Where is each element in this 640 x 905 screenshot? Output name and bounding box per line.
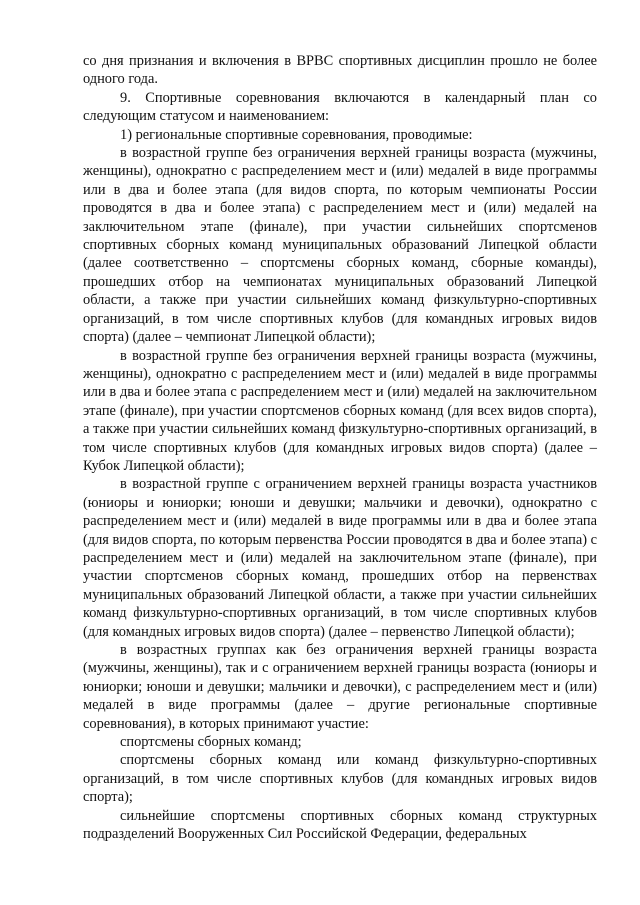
- paragraph-championship: в возрастной группе без ограничения верхней границы возраста (мужчины, женщины), однократно с распределением мест и (или) медалей в виде программы или в два и более этапа (для видов спорта, по которым чемпионаты России проводятся в два и более этапа) с распределением мест и (или) медалей на заключительном этапе (финале), при участии сильнейших спортсменов спортивных сборных команд муниципальных образований Липецкой области (далее соответственно – спортсмены сборных команд, сборные команды), прошедших отбор на чемпионатах муниципальных образований Липецкой области, а также при участии сильнейших команд физкультурно-спортивных организаций, в том числе спортивных клубов (для командных игровых видов спорта) (далее – чемпионат Липецкой области);: [83, 145, 597, 346]
- paragraph-participants-1: спортсмены сборных команд;: [120, 734, 302, 751]
- paragraph-youth-championship: в возрастной группе с ограничением верхней границы возраста участников (юниоры и юниорки; юноши и девушки; мальчики и девочки), однократно с распределением мест и (или) медалей в виде программы или в два и более этапа (для видов спорта, по которым первенства России проводятся в два и более этапа) с распределением мест и (или) медалей на заключительном этапе (финале), при участии спортсменов сборных команд, прошедших отбор на первенствах муниципальных образований Липецкой области, а также при участии сильнейших команд физкультурно-спортивных организаций, в том числе спортивных клубов (для командных игровых видов спорта) (далее – первенство Липецкой области);: [83, 476, 597, 640]
- paragraph-other-competitions: в возрастных группах как без ограничения верхней границы возраста (мужчины, женщины), так и с ограничением верхней границы возраста (юниоры и юниорки; юноши и девушки; мальчики и девочки), с распределением мест и (или) медалей в виде программы (далее – другие региональные спортивные соревнования), в которых принимают участие:: [83, 642, 597, 732]
- document-page: [83, 52, 597, 843]
- paragraph-cup: в возрастной группе без ограничения верхней границы возраста (мужчины, женщины), однократно с распределением мест и (или) медалей в виде программы или в два и более этапа с распределением мест и (или) медалей на заключительном этапе (финале), при участии спортсменов сборных команд (для всех видов спорта), а также при участии сильнейших команд физкультурно-спортивных организаций, в том числе спортивных клубов (для командных игровых видов спорта) (далее – Кубок Липецкой области);: [83, 347, 597, 474]
- paragraph-item-9: 9. Спортивные соревнования включаются в календарный план со следующим статусом и наименованием:: [83, 89, 597, 125]
- paragraph-continuation: со дня признания и включения в ВРВС спортивных дисциплин прошло не более одного года.: [83, 53, 597, 88]
- paragraph-participants-2: спортсмены сборных команд или команд физкультурно-спортивных организаций, в том числе спортивных клубов (для командных игровых видов спорта);: [83, 752, 597, 806]
- paragraph-subitem-1: 1) региональные спортивные соревнования, проводимые:: [120, 126, 473, 143]
- paragraph-participants-3: сильнейшие спортсмены спортивных сборных команд структурных подразделений Вооруженных Сил Российской Федерации, федеральных: [83, 807, 597, 843]
